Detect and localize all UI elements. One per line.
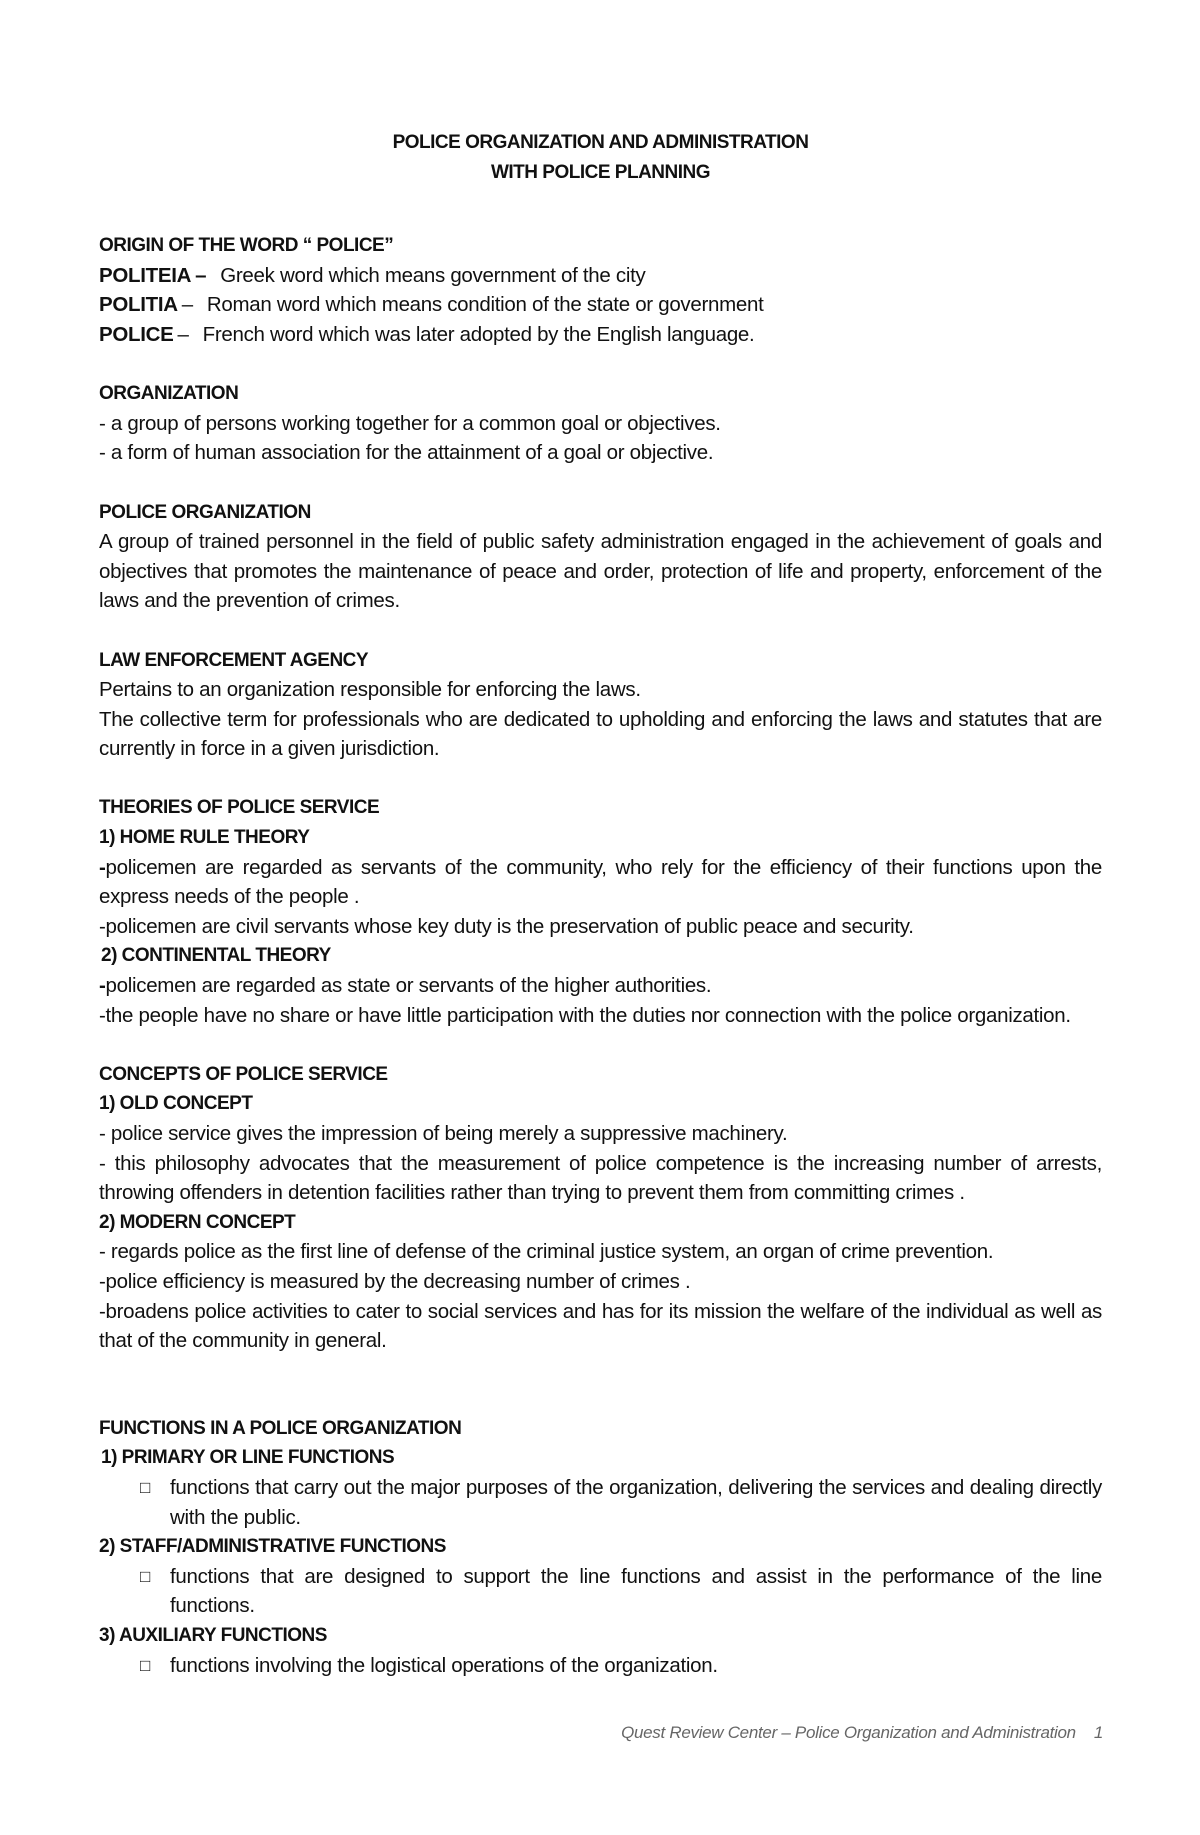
- police-organization-heading: POLICE ORGANIZATION: [99, 501, 311, 523]
- list-item: [99, 1562, 1102, 1621]
- title-line-2: WITH POLICE PLANNING: [490, 161, 711, 183]
- origin-definition: Greek word which means government of the city: [220, 263, 646, 287]
- old-concept-paragraph-2: - this philosophy advocates that the measurement of police competence is the increasing number of arrests, throwing offenders in detention facilities rather than trying to prevent them from committing crimes .: [99, 1151, 1102, 1205]
- auxiliary-functions-text: functions involving the logistical operations of the organization.: [170, 1653, 718, 1677]
- origin-definition: Roman word which means condition of the state or government: [206, 293, 764, 317]
- document-body: [99, 128, 1102, 1680]
- modern-concept-paragraph-1: - regards police as the first line of defense of the criminal justice system, an organ of crime prevention.: [99, 1240, 994, 1264]
- origin-heading: ORIGIN OF THE WORD “ POLICE”: [99, 235, 394, 257]
- document-title: [99, 128, 1102, 187]
- police-organization-section: [99, 498, 1102, 616]
- functions-section: [99, 1414, 1102, 1680]
- origin-dash: –: [195, 263, 207, 287]
- checkbox-bullet-icon: □: [140, 1477, 150, 1497]
- auxiliary-functions-heading: 3) AUXILIARY FUNCTIONS: [99, 1624, 327, 1646]
- law-enforcement-section: [99, 646, 1102, 764]
- origin-item: [99, 320, 1102, 350]
- theories-heading: THEORIES OF POLICE SERVICE: [99, 797, 380, 819]
- old-concept-paragraph-1: - police service gives the impression of being merely a suppressive machinery.: [99, 1122, 788, 1145]
- law-enforcement-heading: LAW ENFORCEMENT AGENCY: [99, 649, 369, 671]
- continental-paragraph-2: -the people have no share or have little participation with the duties nor connection with the police organization.: [99, 1003, 1071, 1027]
- home-rule-heading: 1) HOME RULE THEORY: [99, 827, 310, 849]
- origin-definition: French word which was later adopted by the English language.: [202, 322, 755, 346]
- organization-line: - a group of persons working together for a common goal or objectives.: [99, 411, 721, 435]
- page-footer: [610, 1723, 1103, 1743]
- continental-dash: -: [99, 974, 106, 998]
- home-rule-paragraph-2: -policemen are civil servants whose key duty is the preservation of public peace and security.: [99, 914, 914, 938]
- modern-concept-heading: 2) MODERN CONCEPT: [99, 1211, 296, 1233]
- organization-line: - a form of human association for the attainment of a goal or objective.: [99, 441, 714, 465]
- origin-item: [99, 290, 1102, 320]
- home-rule-text-1: policemen are regarded as servants of the community, who rely for the efficiency of their functions upon the express needs of the people .: [99, 855, 1102, 909]
- footer-text: Quest Review Center – Police Organization and Administration: [621, 1723, 1076, 1742]
- staff-functions-text: functions that are designed to support the line functions and assist in the performance of the line functions.: [170, 1564, 1102, 1618]
- checkbox-bullet-icon: □: [140, 1566, 150, 1586]
- continental-heading: 2) CONTINENTAL THEORY: [101, 945, 331, 967]
- primary-functions-text: functions that carry out the major purposes of the organization, delivering the services and dealing directly with the public.: [170, 1475, 1102, 1529]
- list-item: [99, 1651, 1102, 1681]
- home-rule-dash: -: [99, 855, 106, 879]
- origin-item: [99, 261, 1102, 291]
- continental-paragraph-1: [99, 971, 1102, 1001]
- origin-section: [99, 231, 1102, 349]
- list-item: [99, 1473, 1102, 1532]
- origin-term: POLICE: [99, 322, 174, 346]
- concepts-section: [99, 1060, 1102, 1356]
- organization-section: [99, 379, 1102, 468]
- old-concept-heading: 1) OLD CONCEPT: [99, 1093, 253, 1115]
- primary-functions-heading: 1) PRIMARY OR LINE FUNCTIONS: [101, 1447, 395, 1469]
- functions-heading: FUNCTIONS IN A POLICE ORGANIZATION: [99, 1417, 462, 1439]
- concepts-heading: CONCEPTS OF POLICE SERVICE: [99, 1063, 388, 1085]
- title-line-1: POLICE ORGANIZATION AND ADMINISTRATION: [392, 132, 809, 153]
- law-enforcement-line-1: Pertains to an organization responsible for enforcing the laws.: [99, 678, 641, 702]
- checkbox-bullet-icon: □: [140, 1655, 150, 1675]
- police-organization-text: A group of trained personnel in the field of public safety administration engaged in the achievement of goals and objectives that promotes the maintenance of peace and order, protection of life and property, enforcement of the laws and the prevention of crimes.: [99, 530, 1102, 613]
- theories-section: [99, 793, 1102, 1030]
- origin-term: POLITIA: [99, 293, 178, 317]
- continental-text-1: policemen are regarded as state or servants of the higher authorities.: [105, 974, 712, 998]
- origin-dash: –: [181, 293, 193, 317]
- modern-concept-paragraph-3: -broadens police activities to cater to social services and has for its mission the welfare of the individual as well as that of the community in general.: [99, 1299, 1102, 1353]
- modern-concept-paragraph-2: -police efficiency is measured by the decreasing number of crimes .: [99, 1269, 691, 1293]
- home-rule-paragraph-1: [99, 853, 1102, 912]
- staff-functions-heading: 2) STAFF/ADMINISTRATIVE FUNCTIONS: [99, 1536, 446, 1558]
- origin-dash: –: [177, 322, 189, 346]
- page-number: 1: [1093, 1723, 1103, 1742]
- law-enforcement-line-2: The collective term for professionals who are dedicated to upholding and enforcing the laws and statutes that are currently in force in a given jurisdiction.: [99, 707, 1102, 761]
- organization-heading: ORGANIZATION: [99, 383, 239, 405]
- origin-term: POLITEIA: [99, 263, 192, 287]
